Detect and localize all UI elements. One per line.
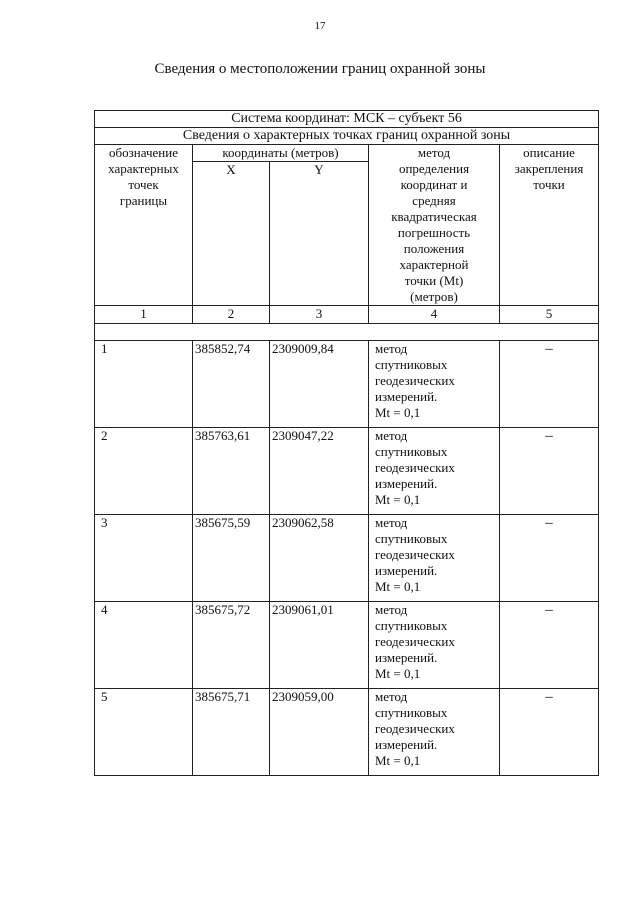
column-number: 3 bbox=[270, 306, 369, 324]
header-point-line: обозначение bbox=[109, 145, 178, 160]
method-line: спутниковых bbox=[375, 444, 448, 459]
coordinate-x: 385675,59 bbox=[193, 515, 270, 602]
header-point-designation bbox=[95, 145, 193, 306]
points-caption: Сведения о характерных точках границ охранной зоны bbox=[95, 128, 599, 145]
fixing-description: – bbox=[500, 515, 599, 602]
coordinate-x: 385852,74 bbox=[193, 341, 270, 428]
method-line: геодезических bbox=[375, 547, 455, 562]
header-desc-line: описание bbox=[523, 145, 575, 160]
page-number: 17 bbox=[314, 20, 326, 32]
coordinate-y: 2309009,84 bbox=[270, 341, 369, 428]
table-row bbox=[95, 428, 599, 515]
method-line: измерений. bbox=[375, 389, 438, 404]
header-method-line: погрешность bbox=[397, 225, 471, 240]
header-method-line: (метров) bbox=[410, 289, 458, 304]
column-number: 2 bbox=[193, 306, 270, 324]
document-title: Сведения о местоположении границ охранной зоны bbox=[154, 61, 486, 77]
method-cell bbox=[369, 341, 500, 428]
fixing-description: – bbox=[500, 428, 599, 515]
method-line: метод bbox=[375, 341, 408, 356]
header-x: X bbox=[193, 162, 270, 306]
method-line: Mt = 0,1 bbox=[375, 666, 421, 681]
header-desc-line: точки bbox=[533, 177, 565, 192]
column-number: 4 bbox=[369, 306, 500, 324]
header-y: Y bbox=[270, 162, 369, 306]
method-line: Mt = 0,1 bbox=[375, 753, 421, 768]
method-line: измерений. bbox=[375, 650, 438, 665]
point-number: 5 bbox=[95, 689, 193, 776]
method-cell bbox=[369, 428, 500, 515]
coordinate-y: 2309062,58 bbox=[270, 515, 369, 602]
table-row bbox=[95, 602, 599, 689]
method-cell bbox=[369, 689, 500, 776]
table-row bbox=[95, 689, 599, 776]
coordinate-system-header: Система координат: МСК – субъект 56 bbox=[95, 111, 599, 128]
coordinate-y: 2309047,22 bbox=[270, 428, 369, 515]
point-number: 2 bbox=[95, 428, 193, 515]
header-point-line: точек bbox=[128, 177, 159, 192]
method-line: измерений. bbox=[375, 476, 438, 491]
method-line: спутниковых bbox=[375, 705, 448, 720]
coordinate-y: 2309061,01 bbox=[270, 602, 369, 689]
method-line: метод bbox=[375, 689, 408, 704]
method-line: Mt = 0,1 bbox=[375, 492, 421, 507]
data-rows bbox=[95, 341, 599, 776]
method-line: геодезических bbox=[375, 460, 455, 475]
table-row bbox=[95, 515, 599, 602]
method-line: спутниковых bbox=[375, 618, 448, 633]
point-number: 4 bbox=[95, 602, 193, 689]
method-cell bbox=[369, 602, 500, 689]
method-line: Mt = 0,1 bbox=[375, 405, 421, 420]
header-description bbox=[500, 145, 599, 306]
header-method-line: характерной bbox=[399, 257, 469, 272]
method-line: измерений. bbox=[375, 737, 438, 752]
header-method-line: точки (Mt) bbox=[404, 273, 464, 288]
method-cell bbox=[369, 515, 500, 602]
method-line: Mt = 0,1 bbox=[375, 579, 421, 594]
header-method bbox=[369, 145, 500, 306]
boundary-points-table bbox=[94, 110, 599, 776]
header-method-line: координат и bbox=[400, 177, 468, 192]
header-method-line: метод bbox=[417, 145, 451, 160]
fixing-description: – bbox=[500, 689, 599, 776]
fixing-description: – bbox=[500, 341, 599, 428]
header-point-line: границы bbox=[119, 193, 168, 208]
method-line: метод bbox=[375, 602, 408, 617]
header-point-line: характерных bbox=[108, 161, 179, 176]
empty-row bbox=[95, 324, 599, 341]
fixing-description: – bbox=[500, 602, 599, 689]
point-number: 3 bbox=[95, 515, 193, 602]
method-line: геодезических bbox=[375, 634, 455, 649]
method-line: спутниковых bbox=[375, 531, 448, 546]
column-number: 1 bbox=[95, 306, 193, 324]
header-method-line: определения bbox=[398, 161, 470, 176]
method-line: метод bbox=[375, 515, 408, 530]
header-coordinates: координаты (метров) bbox=[193, 145, 369, 162]
header-method-line: квадратическая bbox=[391, 209, 477, 224]
method-line: геодезических bbox=[375, 721, 455, 736]
header-desc-line: закрепления bbox=[514, 161, 584, 176]
point-number: 1 bbox=[95, 341, 193, 428]
method-line: геодезических bbox=[375, 373, 455, 388]
coordinate-y: 2309059,00 bbox=[270, 689, 369, 776]
header-method-line: средняя bbox=[412, 193, 456, 208]
table-row bbox=[95, 341, 599, 428]
coordinate-x: 385675,72 bbox=[193, 602, 270, 689]
method-line: метод bbox=[375, 428, 408, 443]
column-number: 5 bbox=[500, 306, 599, 324]
coordinate-x: 385763,61 bbox=[193, 428, 270, 515]
method-line: измерений. bbox=[375, 563, 438, 578]
coordinate-x: 385675,71 bbox=[193, 689, 270, 776]
method-line: спутниковых bbox=[375, 357, 448, 372]
header-method-line: положения bbox=[403, 241, 465, 256]
